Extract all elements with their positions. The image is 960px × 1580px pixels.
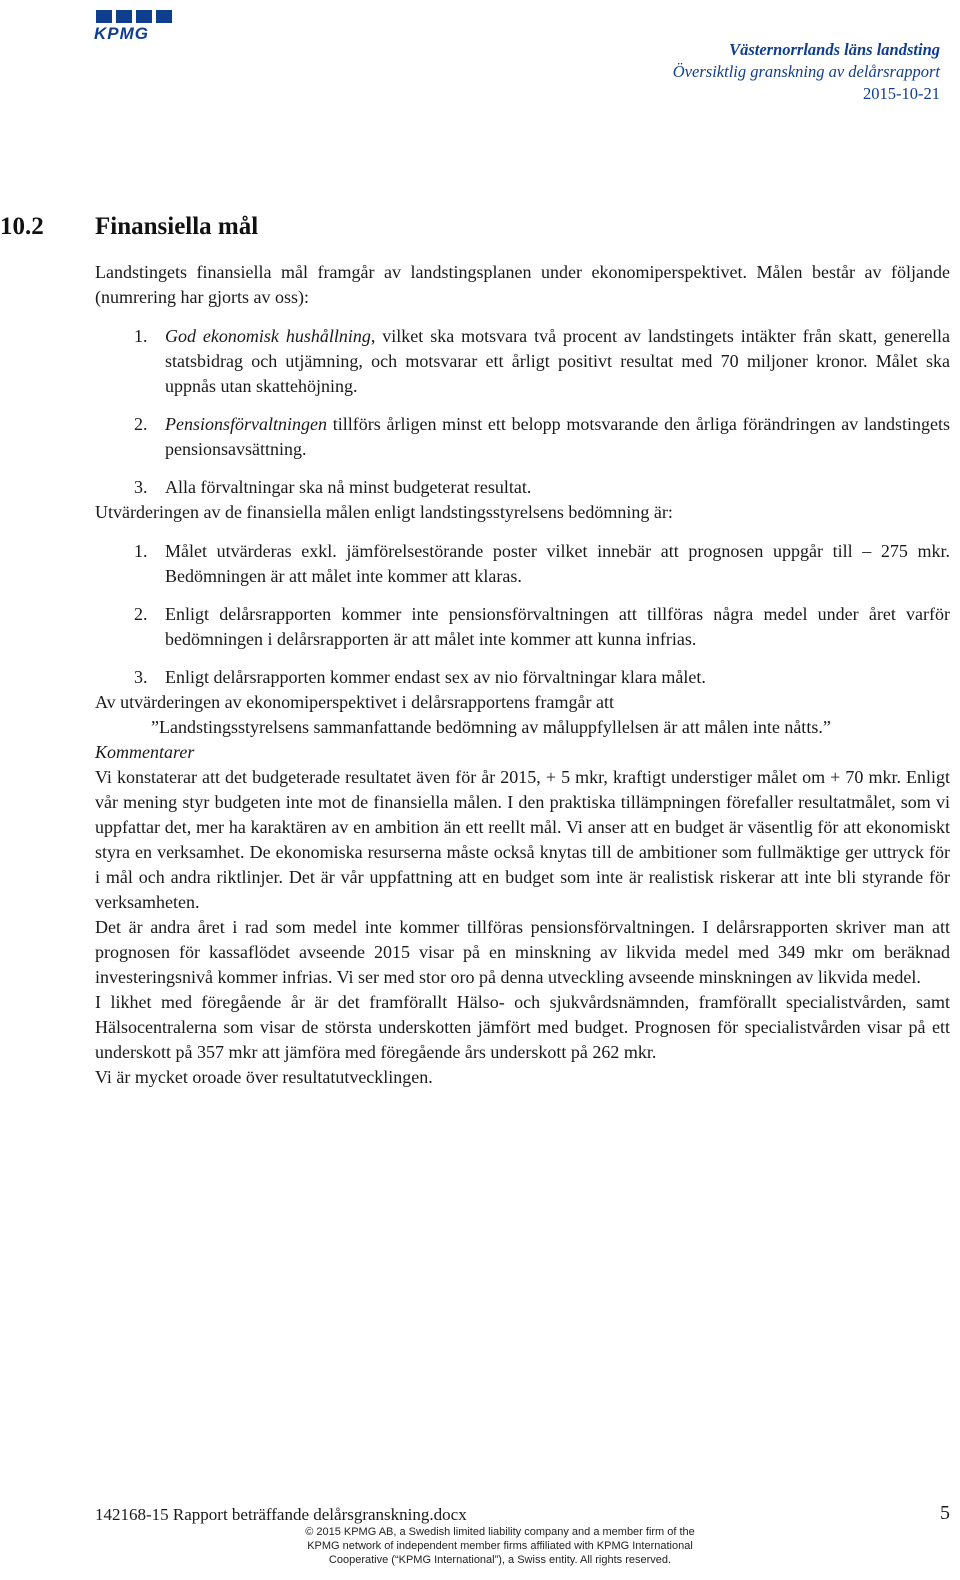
comment-heading: Kommentarer <box>95 742 195 762</box>
kpmg-logo <box>92 10 182 40</box>
list-number: 3. <box>134 667 148 687</box>
comment-paragraph: Vi är mycket oroade över resultatutvecklingen. <box>95 1067 433 1087</box>
block-quote: ”Landstingsstyrelsens sammanfattande bedömning av måluppfyllelsen är att målen inte nåtts.” <box>151 717 831 737</box>
footer-copyright <box>270 1525 730 1567</box>
goal-lead: Pensionsförvaltningen <box>165 414 327 434</box>
header-organization: Västernorrlands läns landsting <box>729 40 940 59</box>
list-item <box>95 324 950 399</box>
list-number: 2. <box>134 414 148 434</box>
list-number: 3. <box>134 477 148 497</box>
header-date: 2015-10-21 <box>863 84 940 103</box>
goal-lead: God ekonomisk hushållning <box>165 326 371 346</box>
copyright-line: Cooperative (“KPMG International”), a Swiss entity. All rights reserved. <box>328 1554 672 1566</box>
comment-paragraph: Det är andra året i rad som medel inte kommer tillföras pensionsförvaltningen. I delårsrapporten skriver man att prognosen för kassaflödet avseende 2015 visar på en minskning av likvida medel med 349 mkr om beräknad investeringsnivå kommer infrias. Vi ser med stor oro på denna utveckling avseende minskningen av likvida medel. <box>95 917 950 987</box>
list-item <box>95 602 950 652</box>
evaluations-list <box>95 539 950 690</box>
list-item <box>95 475 950 500</box>
page-header <box>673 39 940 105</box>
list-item <box>95 412 950 462</box>
copyright-line: © 2015 KPMG AB, a Swedish limited liability company and a member firm of the <box>305 1526 695 1538</box>
goals-list <box>95 324 950 500</box>
goal-text: Alla förvaltningar ska nå minst budgeterat resultat. <box>165 477 532 497</box>
evaluation-intro: Utvärderingen av de finansiella målen enligt landstingsstyrelsens bedömning är: <box>95 502 673 522</box>
goal-text: , vilket ska motsvara två procent av landstingets intäkter från skatt, generella statsbidrag och utjämning, och motsvarar ett årligt positivt resultat med 70 miljoner kronor. Målet ska uppnås utan skattehöjning. <box>165 326 950 396</box>
evaluation-text: Enligt delårsrapporten kommer endast sex av nio förvaltningar klara målet. <box>165 667 706 687</box>
list-number: 1. <box>134 326 148 346</box>
evaluation-text: Enligt delårsrapporten kommer inte pensionsförvaltningen att tillföras några medel under året varför bedömningen i delårsrapporten är att målet inte kommer att kunna infrias. <box>165 604 950 649</box>
comment-paragraph: I likhet med föregående år är det framförallt Hälso- och sjukvårdsnämnden, framförallt specialistvården, samt Hälsocentralerna som visar de största underskotten jämfört med budget. Prognosen för specialistvården visar på ett underskott på 357 mkr att jämföra med föregående års underskott på 262 mkr. <box>95 992 950 1062</box>
logo-wordmark: KPMG <box>94 24 149 40</box>
section-number: 10.2 <box>0 213 44 240</box>
conclusion-intro: Av utvärderingen av ekonomiperspektivet i delårsrapportens framgår att <box>95 692 614 712</box>
document-body <box>95 260 950 1090</box>
goal-text: tillförs årligen minst ett belopp motsvarande den årliga förändringen av landstingets pensionsavsättning. <box>165 414 950 459</box>
section-title: Finansiella mål <box>95 213 259 240</box>
list-item <box>95 665 950 690</box>
header-report-title: Översiktlig granskning av delårsrapport <box>672 62 940 81</box>
comment-paragraph: Vi konstaterar att det budgeterade resultatet även för år 2015, + 5 mkr, kraftigt understiger målet om + 70 mkr. Enligt vår mening styr budgeten inte mot de finansiella målen. I den praktiska tillämpningen förefaller resultatmålet, som vi uppfattar det, mer ha karaktären av en ambition än ett reellt mål. Vi anser att en budget är väsentlig för att ekonomiskt styra en verksamhet. De ekonomiska resurserna måste också knytas till de ambitioner som fullmäktige ger uttryck för i mål och andra riktlinjer. Det är vår uppfattning att en budget som inte är realistisk riskerar att inte bli styrande för verksamheten. <box>95 767 950 912</box>
evaluation-text: Målet utvärderas exkl. jämförelsestörande poster vilket innebär att prognosen uppgår till – 275 mkr. Bedömningen är att målet inte kommer att klaras. <box>165 541 950 586</box>
list-item <box>95 539 950 589</box>
page-number: 5 <box>940 1502 950 1524</box>
footer-document-name: 142168-15 Rapport beträffande delårsgranskning.docx <box>95 1505 467 1524</box>
copyright-line: KPMG network of independent member firms affiliated with KPMG International <box>307 1540 693 1552</box>
intro-paragraph: Landstingets finansiella mål framgår av landstingsplanen under ekonomiperspektivet. Målen består av följande (numrering har gjorts av oss): <box>95 262 950 307</box>
list-number: 2. <box>134 604 148 624</box>
list-number: 1. <box>134 541 148 561</box>
